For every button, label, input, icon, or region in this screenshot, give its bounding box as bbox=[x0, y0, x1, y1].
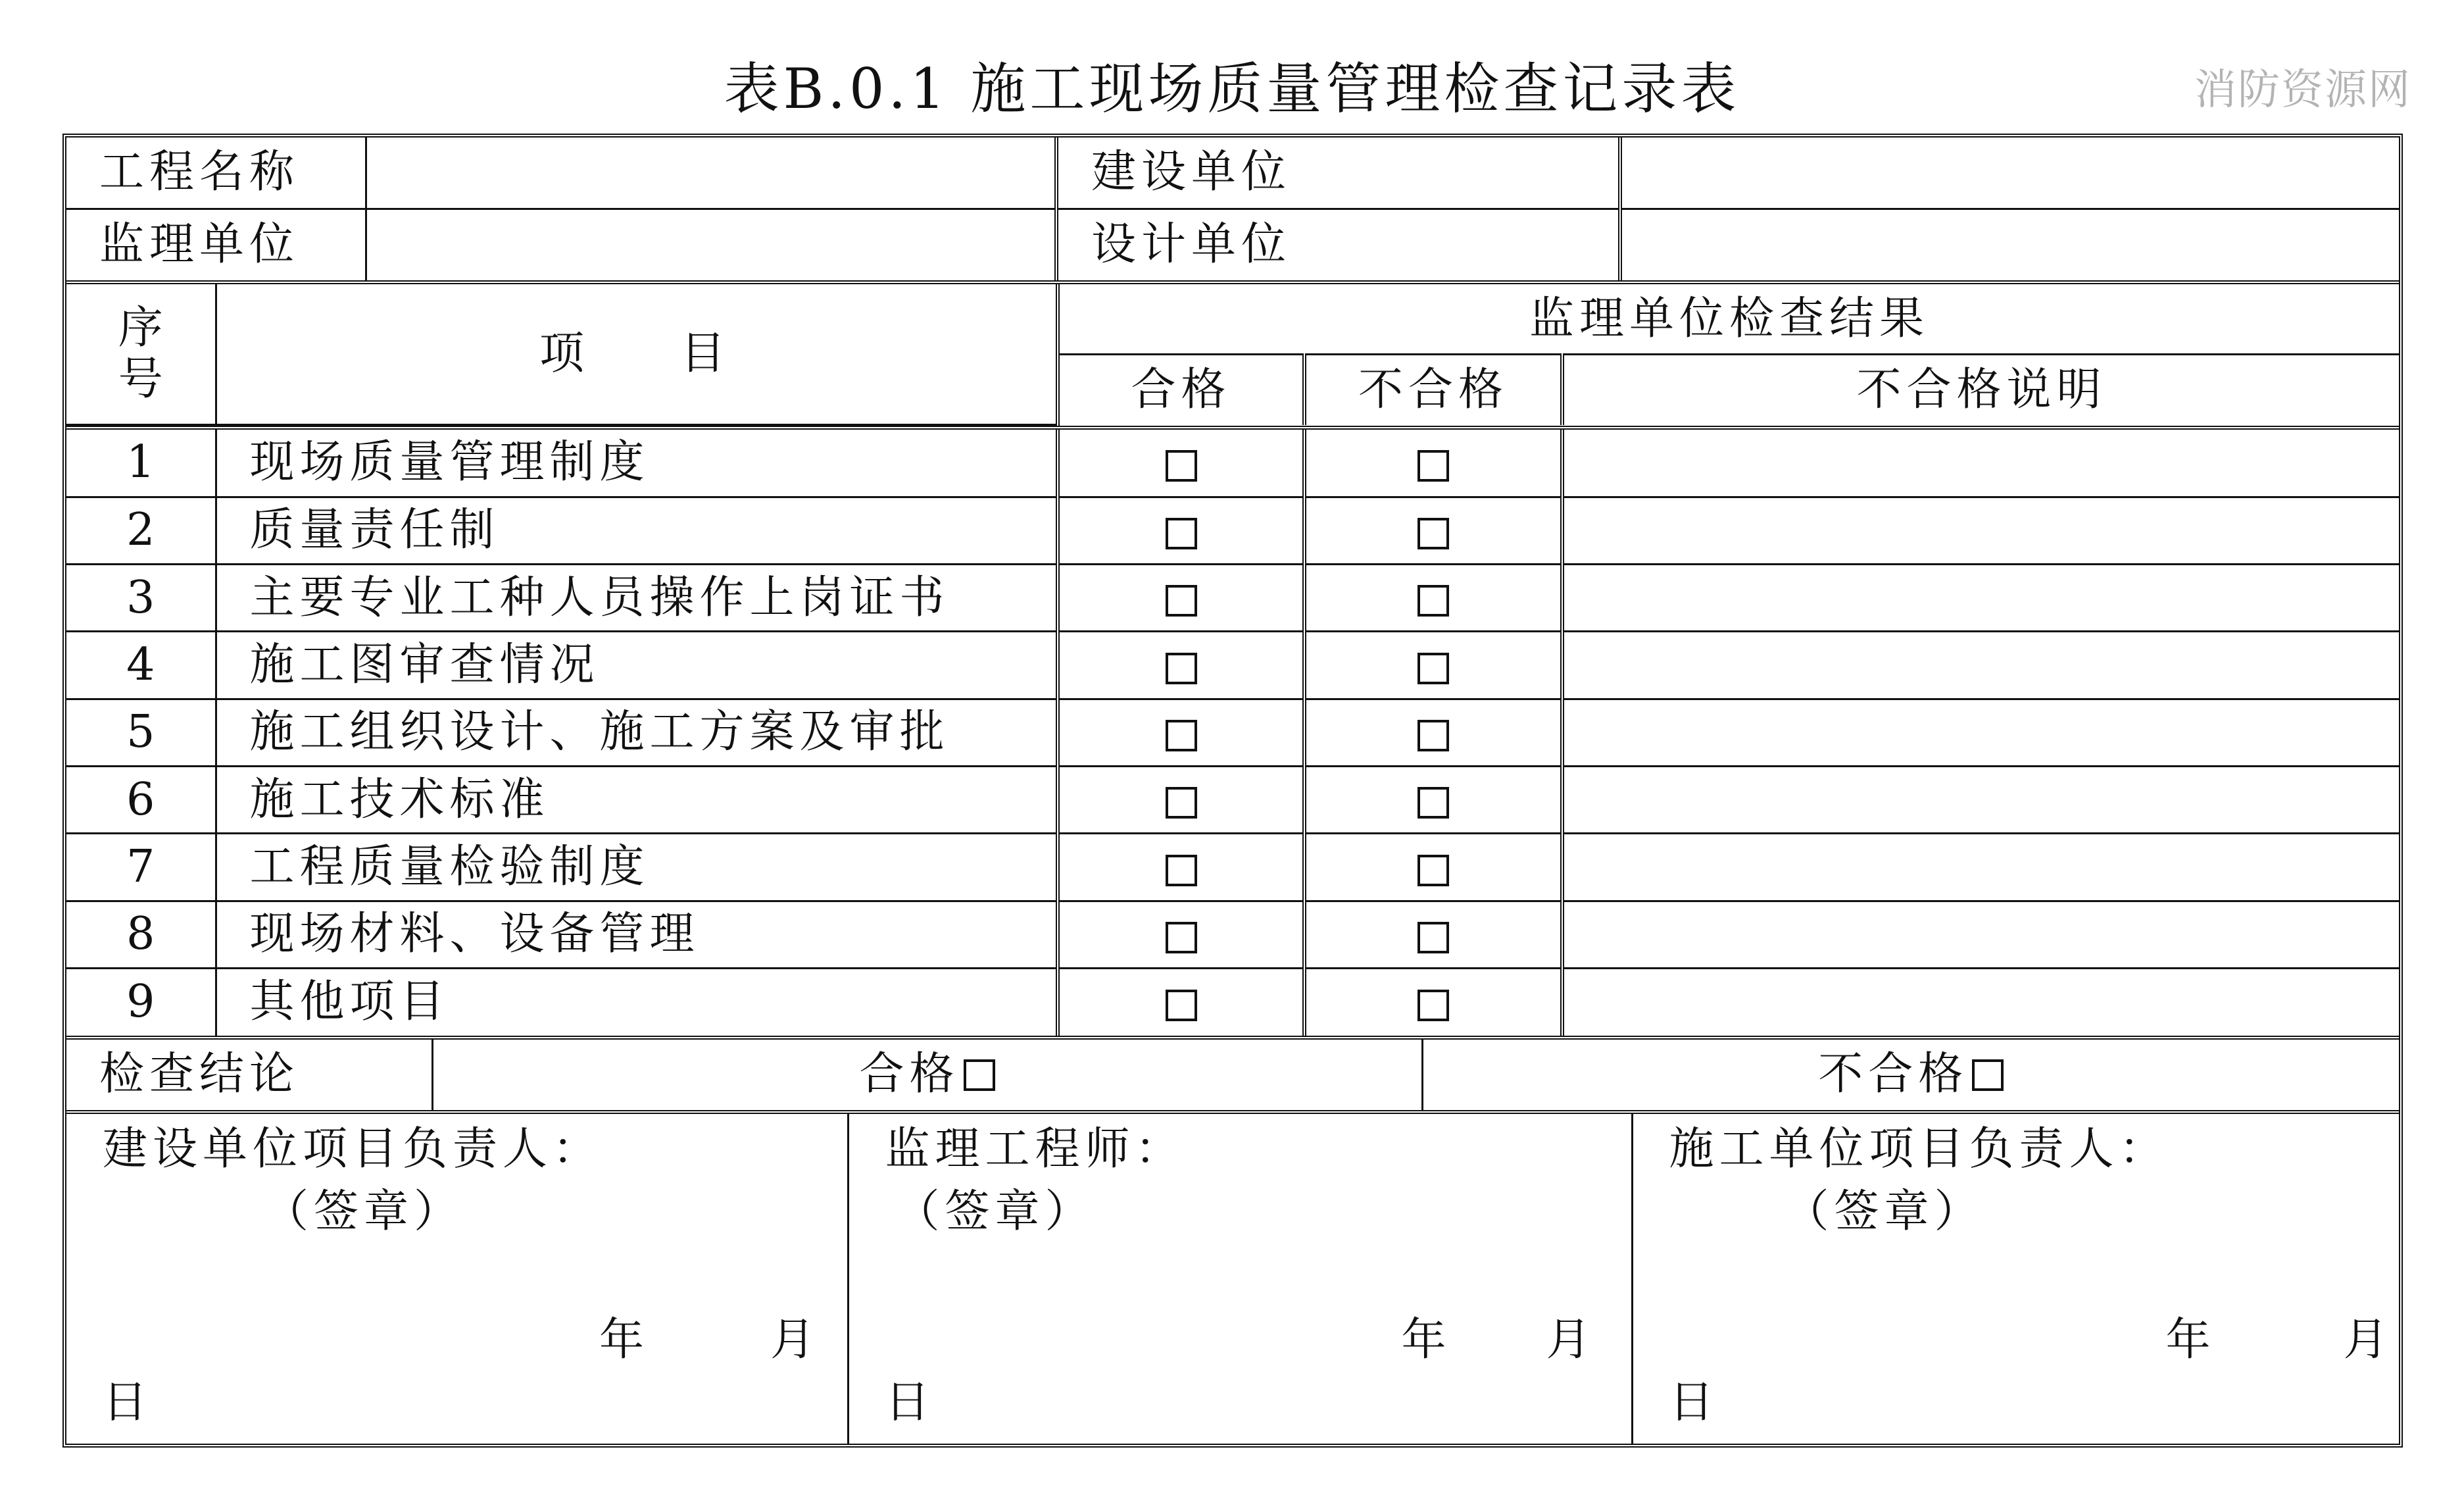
row-number: 8 bbox=[66, 901, 216, 968]
row-item: 施工图审查情况 bbox=[216, 632, 1058, 699]
unqualified-checkbox[interactable] bbox=[1417, 653, 1449, 684]
qualified-cell[interactable] bbox=[1058, 430, 1304, 497]
signature-constructor[interactable] bbox=[1632, 1114, 2399, 1444]
explanation-field[interactable] bbox=[1562, 565, 2399, 632]
unqualified-checkbox[interactable] bbox=[1417, 855, 1449, 886]
col-explanation-header: 不合格说明 bbox=[1562, 355, 2399, 425]
conclusion-unqualified-label: 不合格 bbox=[1818, 1048, 1969, 1101]
checklist-row bbox=[66, 430, 2399, 497]
conclusion-label: 检查结论 bbox=[66, 1040, 432, 1110]
signature-month: 月 bbox=[1546, 1314, 1596, 1366]
conclusion-qualified-checkbox[interactable] bbox=[964, 1059, 995, 1091]
builder-label: 建设单位 bbox=[1056, 138, 1620, 209]
signature-year: 年 bbox=[2165, 1314, 2216, 1366]
checklist-row bbox=[66, 969, 2399, 1036]
row-number: 3 bbox=[66, 565, 216, 632]
unqualified-cell[interactable] bbox=[1304, 699, 1562, 766]
conclusion-qualified-option[interactable] bbox=[432, 1040, 1422, 1110]
explanation-field[interactable] bbox=[1562, 699, 2399, 766]
checklist-row bbox=[66, 632, 2399, 699]
unqualified-checkbox[interactable] bbox=[1417, 990, 1449, 1021]
signature-supervisor[interactable] bbox=[848, 1114, 1632, 1444]
inspection-form bbox=[62, 134, 2403, 1448]
signature-role: 监理工程师： bbox=[885, 1123, 1185, 1175]
unqualified-checkbox[interactable] bbox=[1417, 518, 1449, 549]
row-item: 施工技术标准 bbox=[216, 767, 1058, 834]
qualified-cell[interactable] bbox=[1058, 767, 1304, 834]
project-name-label: 工程名称 bbox=[66, 138, 366, 209]
checklist-section bbox=[66, 426, 2399, 1036]
row-number: 4 bbox=[66, 632, 216, 699]
qualified-cell[interactable] bbox=[1058, 632, 1304, 699]
row-item: 施工组织设计、施工方案及审批 bbox=[216, 699, 1058, 766]
unqualified-checkbox[interactable] bbox=[1417, 450, 1449, 482]
col-qualified-header: 合格 bbox=[1058, 355, 1304, 425]
unqualified-cell[interactable] bbox=[1304, 497, 1562, 564]
unqualified-checkbox[interactable] bbox=[1417, 585, 1449, 617]
row-item: 质量责任制 bbox=[216, 497, 1058, 564]
conclusion-unqualified-checkbox[interactable] bbox=[1972, 1059, 2004, 1091]
watermark: 消防资源网 bbox=[2194, 66, 2411, 114]
supervisor-field[interactable] bbox=[366, 209, 1056, 281]
row-item: 现场材料、设备管理 bbox=[216, 901, 1058, 968]
unqualified-cell[interactable] bbox=[1304, 632, 1562, 699]
row-number: 5 bbox=[66, 699, 216, 766]
designer-field[interactable] bbox=[1620, 209, 2399, 281]
conclusion-qualified-label: 合格 bbox=[859, 1048, 960, 1101]
qualified-cell[interactable] bbox=[1058, 901, 1304, 968]
signature-month: 月 bbox=[770, 1314, 821, 1366]
qualified-checkbox[interactable] bbox=[1166, 585, 1197, 617]
qualified-cell[interactable] bbox=[1058, 969, 1304, 1036]
signature-section bbox=[66, 1110, 2399, 1444]
qualified-checkbox[interactable] bbox=[1166, 922, 1197, 953]
signature-year: 年 bbox=[599, 1314, 650, 1366]
checklist-row bbox=[66, 699, 2399, 766]
checklist-row bbox=[66, 834, 2399, 901]
qualified-checkbox[interactable] bbox=[1166, 653, 1197, 684]
unqualified-cell[interactable] bbox=[1304, 767, 1562, 834]
signature-seal: （签章） bbox=[895, 1186, 1095, 1238]
unqualified-checkbox[interactable] bbox=[1417, 720, 1449, 751]
checklist-row bbox=[66, 767, 2399, 834]
signature-month: 月 bbox=[2343, 1314, 2394, 1366]
qualified-cell[interactable] bbox=[1058, 834, 1304, 901]
unqualified-cell[interactable] bbox=[1304, 565, 1562, 632]
checklist-row bbox=[66, 497, 2399, 564]
project-info-section bbox=[66, 138, 2399, 280]
col-unqualified-header: 不合格 bbox=[1304, 355, 1562, 425]
col-item-header: 项 目 bbox=[216, 284, 1058, 425]
row-number: 9 bbox=[66, 969, 216, 1036]
row-number: 6 bbox=[66, 767, 216, 834]
conclusion-section bbox=[66, 1036, 2399, 1110]
unqualified-cell[interactable] bbox=[1304, 834, 1562, 901]
qualified-checkbox[interactable] bbox=[1166, 787, 1197, 819]
project-name-field[interactable] bbox=[366, 138, 1056, 209]
unqualified-cell[interactable] bbox=[1304, 430, 1562, 497]
supervisor-label: 监理单位 bbox=[66, 209, 366, 281]
qualified-checkbox[interactable] bbox=[1166, 518, 1197, 549]
explanation-field[interactable] bbox=[1562, 632, 2399, 699]
col-seq-header: 序号 bbox=[66, 284, 216, 425]
qualified-cell[interactable] bbox=[1058, 497, 1304, 564]
explanation-field[interactable] bbox=[1562, 430, 2399, 497]
qualified-checkbox[interactable] bbox=[1166, 855, 1197, 886]
qualified-cell[interactable] bbox=[1058, 699, 1304, 766]
signature-seal: （签章） bbox=[1784, 1186, 1984, 1238]
checklist-row bbox=[66, 901, 2399, 968]
qualified-checkbox[interactable] bbox=[1166, 990, 1197, 1021]
signature-role: 建设单位项目负责人： bbox=[103, 1123, 603, 1175]
checklist-row bbox=[66, 565, 2399, 632]
row-number: 1 bbox=[66, 430, 216, 497]
signature-builder[interactable] bbox=[66, 1114, 848, 1444]
conclusion-unqualified-option[interactable] bbox=[1422, 1040, 2399, 1110]
form-title: 表B.0.1 施工现场质量管理检查记录表 bbox=[724, 57, 1740, 121]
explanation-field[interactable] bbox=[1562, 969, 2399, 1036]
row-item: 主要专业工种人员操作上岗证书 bbox=[216, 565, 1058, 632]
designer-label: 设计单位 bbox=[1056, 209, 1620, 281]
signature-role: 施工单位项目负责人： bbox=[1669, 1123, 2169, 1175]
column-header-section bbox=[66, 280, 2399, 426]
signature-day: 日 bbox=[1669, 1377, 1719, 1428]
signature-day: 日 bbox=[103, 1377, 153, 1428]
explanation-field[interactable] bbox=[1562, 767, 2399, 834]
col-result-group-header: 监理单位检查结果 bbox=[1058, 284, 2399, 355]
unqualified-checkbox[interactable] bbox=[1417, 787, 1449, 819]
signature-seal: （签章） bbox=[264, 1186, 464, 1238]
unqualified-checkbox[interactable] bbox=[1417, 922, 1449, 953]
explanation-field[interactable] bbox=[1562, 497, 2399, 564]
row-item: 工程质量检验制度 bbox=[216, 834, 1058, 901]
builder-field[interactable] bbox=[1620, 138, 2399, 209]
unqualified-cell[interactable] bbox=[1304, 969, 1562, 1036]
qualified-cell[interactable] bbox=[1058, 565, 1304, 632]
row-number: 2 bbox=[66, 497, 216, 564]
explanation-field[interactable] bbox=[1562, 834, 2399, 901]
signature-year: 年 bbox=[1401, 1314, 1452, 1366]
unqualified-cell[interactable] bbox=[1304, 901, 1562, 968]
row-item: 现场质量管理制度 bbox=[216, 430, 1058, 497]
qualified-checkbox[interactable] bbox=[1166, 720, 1197, 751]
row-item: 其他项目 bbox=[216, 969, 1058, 1036]
qualified-checkbox[interactable] bbox=[1166, 450, 1197, 482]
explanation-field[interactable] bbox=[1562, 901, 2399, 968]
row-number: 7 bbox=[66, 834, 216, 901]
signature-day: 日 bbox=[885, 1377, 935, 1428]
